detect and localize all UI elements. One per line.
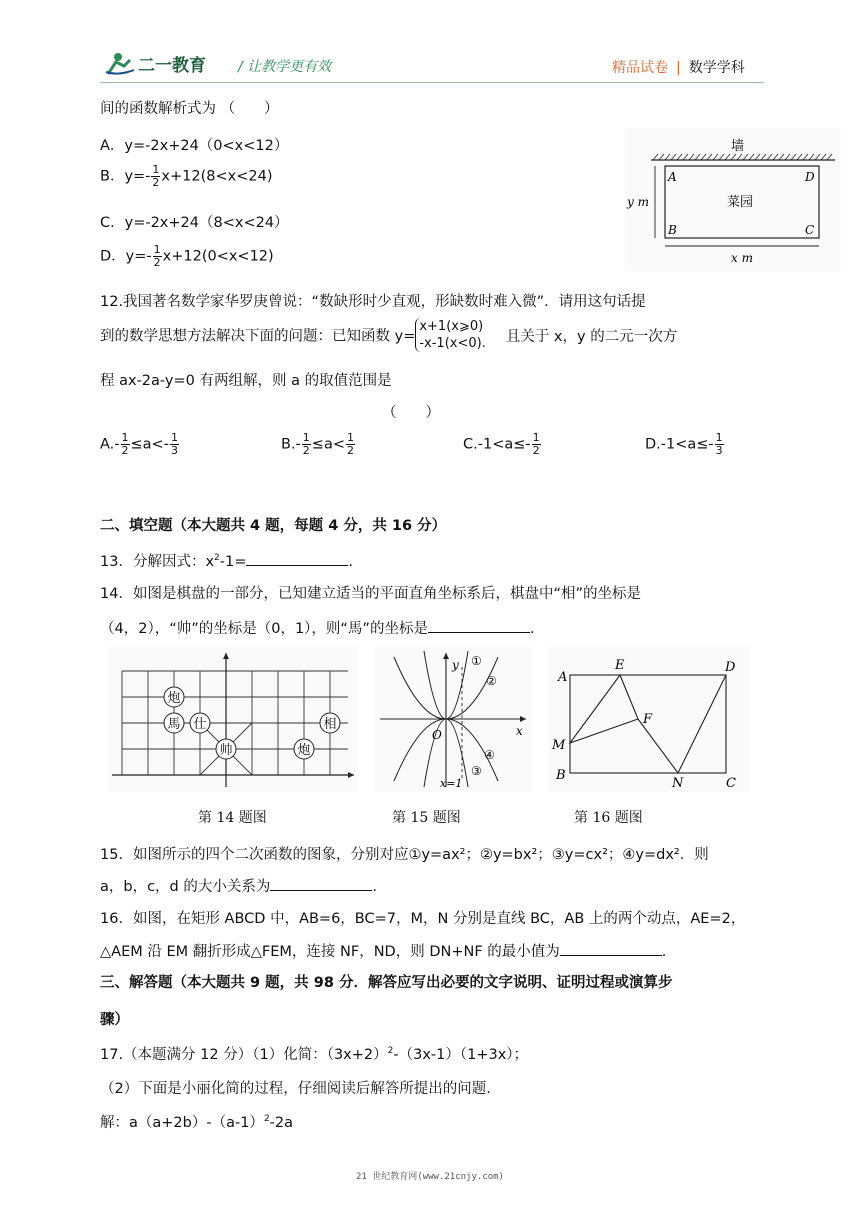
- wall-label: 墙: [731, 139, 745, 154]
- tag-subject: 数学学科: [688, 60, 745, 76]
- svg-text:B: B: [556, 768, 566, 783]
- fig15-curve-2: ②: [486, 674, 497, 688]
- piece-pao-2: 炮: [297, 743, 311, 758]
- fig15-x-label: x: [516, 724, 523, 738]
- fig15-parabolas: [374, 647, 532, 792]
- piecewise-brace: x+1(x⩾0) -x-1(x<0).: [415, 318, 485, 352]
- fig16-rectangle: [548, 647, 750, 792]
- q17-line1: 17.（本题满分 12 分）（1）化简：$(3x+2)^2-(3x-1)(1+3x)$；: [100, 1046, 529, 1063]
- q14-answer-blank: [428, 618, 530, 633]
- piece-pao-1: 炮: [167, 691, 181, 706]
- q16-line2: △AEM 沿 EM 翻折形成△FEM，连接 NF，ND，则 DN+NF 的最小值为 .: [100, 940, 666, 961]
- piece-xiang: 相: [323, 717, 337, 732]
- q12-option-b: B.- $\frac{1}{2}$ ≤a< $\frac{1}{2}$: [281, 431, 354, 457]
- piece-shuai: 帅: [219, 743, 233, 758]
- q15-line2: a，b，c，d 的大小关系为 .: [100, 875, 377, 896]
- svg-text:M: M: [552, 738, 566, 753]
- q17-line3: 解：$a(a+2b)-(a-1)^2-2a$: [100, 1114, 294, 1131]
- q11-stem: 间的函数解析式为 （ ）: [100, 101, 279, 117]
- q12-option-d: D.-1<a≤- $\frac{1}{3}$: [645, 431, 723, 457]
- q17-line2: （2）下面是小丽化简的过程，仔细阅读后解答所提出的问题.: [100, 1081, 491, 1097]
- q12-line2: 到的数学思想方法解决下面的问题：已知函数 y= x+1(x⩾0) -x-1(x<0). 且关于 x，y 的二元一次方: [100, 319, 678, 351]
- q15-line1: 15．如图所示的四个二次函数的图象，分别对应①y=ax²；②y=bx²；③y=cx²；④y=dx²．则: [100, 847, 709, 863]
- svg-text:D: D: [805, 170, 815, 184]
- fig15-curve-1: ①: [471, 654, 482, 668]
- fig15-curve-4: ④: [484, 748, 495, 762]
- fig15-x1-label: x=1: [440, 777, 463, 790]
- q15-answer-blank: [270, 876, 372, 891]
- svg-text:A: A: [668, 170, 677, 184]
- q13: 13．分解因式：$x^2-1=$ .: [100, 550, 353, 571]
- q11-option-d: D．y=- $\frac{1}{2}$ x+12(0<x<12): [100, 243, 274, 269]
- q12-option-a: A.- $\frac{1}{2}$ ≤a<- $\frac{1}{3}$: [100, 431, 178, 457]
- logo: [104, 50, 232, 78]
- section-3-title-line2: 骤）: [100, 1012, 129, 1028]
- q12-option-c: C.-1<a≤- $\frac{1}{2}$: [463, 431, 540, 457]
- svg-text:N: N: [672, 776, 684, 791]
- svg-text:y m: y m: [627, 195, 649, 209]
- svg-text:E: E: [615, 658, 625, 673]
- q13-answer-blank: [246, 551, 348, 566]
- q11-figure: [625, 128, 841, 271]
- slogan: / 让教学更有效: [238, 59, 332, 75]
- q11-option-b: B．y=- $\frac{1}{2}$ x+12(8<x<24): [100, 163, 273, 189]
- fig15-y-label: y: [452, 658, 459, 672]
- q16-answer-blank: [560, 941, 662, 956]
- piece-shi: 仕: [193, 717, 207, 732]
- svg-text:C: C: [805, 223, 815, 237]
- svg-text:x m: x m: [731, 251, 753, 265]
- q12-line1: 12.我国著名数学家华罗庚曾说：“数缺形时少直观，形缺数时难入微”．请用这句话提: [100, 294, 646, 310]
- logo-text: 二一教育: [138, 56, 206, 76]
- q14-line2: （4，2），“帅”的坐标是（0，1），则“馬”的坐标是 .: [100, 617, 535, 638]
- svg-text:B: B: [668, 223, 677, 237]
- fig16-caption: 第 16 题图: [574, 810, 643, 826]
- svg-text:D: D: [725, 660, 736, 675]
- q12-paren: （ ）: [382, 405, 440, 421]
- fig15-origin: O: [432, 728, 442, 742]
- q12-line3: 程 ax-2a-y=0 有两组解，则 a 的取值范围是: [100, 373, 392, 389]
- header-tags: [612, 57, 745, 77]
- q11-option-c: C．y=-2x+24（8<x<24）: [100, 215, 289, 231]
- section-2-title: 二、填空题（本大题共 4 题，每题 4 分，共 16 分）: [100, 518, 447, 534]
- tag-quality: 精品试卷: [612, 60, 668, 76]
- q14-line1: 14．如图是棋盘的一部分，已知建立适当的平面直角坐标系后，棋盘中“相”的坐标是: [100, 586, 641, 602]
- section-3-title-line1: 三、解答题（本大题共 9 题，共 98 分．解答应写出必要的文字说明、证明过程或演算步: [100, 975, 673, 991]
- garden-label: 菜园: [727, 195, 754, 210]
- page-footer: 21 世纪教育网(www.21cnjy.com): [356, 1172, 504, 1182]
- piece-ma: 馬: [167, 717, 181, 732]
- q11-option-a: A．y=-2x+24（0<x<12）: [100, 138, 289, 154]
- tag-separator: |: [676, 60, 681, 76]
- fig14-chessboard: [108, 647, 358, 792]
- fig14-caption: 第 14 题图: [198, 810, 267, 826]
- svg-text:C: C: [726, 776, 736, 791]
- svg-text:A: A: [558, 670, 568, 685]
- svg-text:F: F: [643, 712, 653, 727]
- fig15-caption: 第 15 题图: [392, 810, 461, 826]
- header-divider: [100, 82, 764, 83]
- q16-line1: 16．如图，在矩形 ABCD 中，AB=6，BC=7，M，N 分别是直线 BC，AB 上的两个动点，AE=2，: [100, 911, 746, 927]
- fig15-curve-3: ③: [471, 764, 482, 778]
